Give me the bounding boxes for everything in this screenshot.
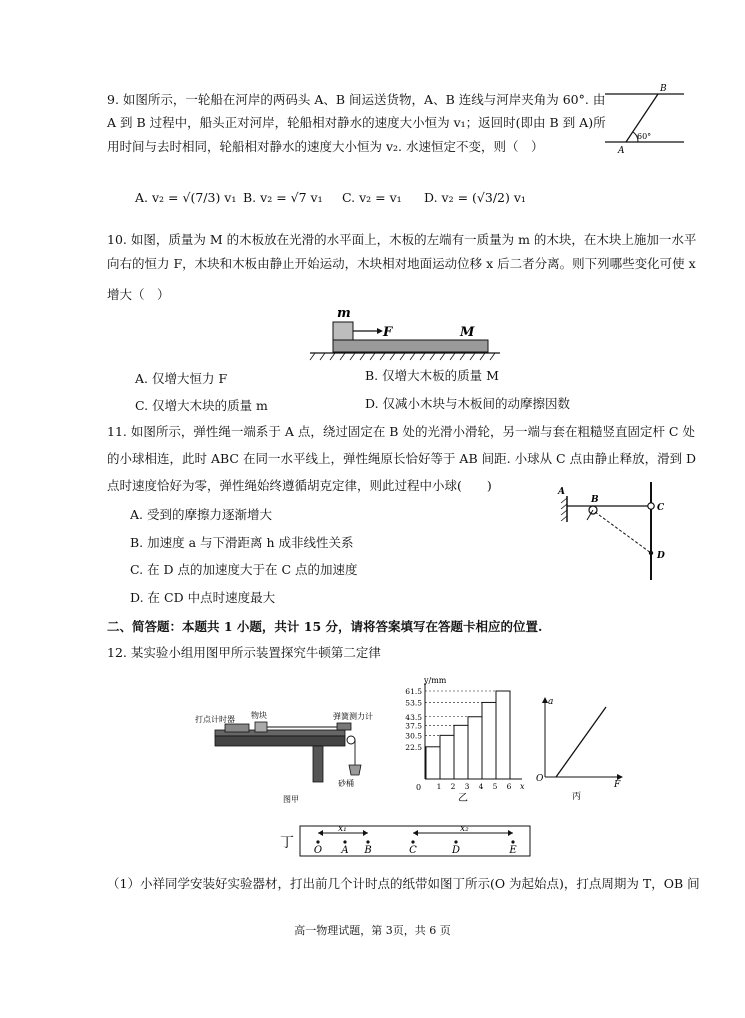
q10-label-M: M [460, 325, 475, 340]
xtick-1: 1 [436, 782, 442, 791]
q9-angle: 60° [637, 132, 652, 141]
xtick-3: 3 [464, 782, 470, 791]
q12-jia-caption: 图甲 [283, 795, 299, 804]
q10-option-b: B. 仅增大木板的质量 M [365, 368, 499, 383]
q11-option-a: A. 受到的摩擦力逐渐增大 [130, 507, 273, 522]
tape-dot-B [366, 840, 369, 843]
q12-ding-caption: 丁 [280, 835, 294, 851]
q11-line3: 点时速度恰好为零，弹性绳始终遵循胡克定律，则此过程中小球( ) [107, 478, 492, 493]
q12-line1: 12. 某实验小组用图甲所示装置探究牛顿第二定律 [107, 645, 381, 660]
q12-figure-ding [278, 820, 538, 862]
q10-label-F: F [383, 325, 393, 340]
q10-line2: 向右的恒力 F，木块和木板由静止开始运动，木块相对地面运动位移 x 后二者分离。则下列哪些变化可使 x [107, 256, 696, 271]
tape-label-B: B [364, 845, 372, 856]
q11-rod-figure [555, 480, 685, 585]
bar-4 [468, 717, 482, 779]
q12-figure-jia [195, 710, 395, 810]
bar-3 [454, 725, 468, 779]
q12-ding-x1: x₁ [338, 824, 347, 834]
page-footer: 高一物理试题，第 3页，共 6 页 [294, 924, 451, 937]
q10-block-m [333, 322, 353, 340]
q11-label-c: C [657, 503, 665, 513]
bar-6 [496, 691, 510, 779]
q9-option-b: B. v₂ = √7 v₁ [243, 190, 323, 205]
q11-line1: 11. 如图所示，弹性绳一端系于 A 点，绕过固定在 B 处的光滑小滑轮，另一端与套在粗糙竖直固定杆 C 处 [107, 424, 695, 439]
q12-bing-caption: 丙 [572, 792, 582, 802]
q12-jia-timer-label: 打点计时器 [195, 715, 235, 724]
q9-line1: 9. 如图所示，一轮船在河岸的两码头 A、B 间运送货物，A、B 连线与河岸夹角为 60°. 由 [107, 92, 606, 107]
q10-line1: 10. 如图，质量为 M 的木板放在光滑的水平面上，木板的左端有一质量为 m 的木块，在木块上施加一水平 [107, 232, 697, 247]
q11-option-c: C. 在 D 点的加速度大于在 C 点的加速度 [130, 562, 358, 577]
tape-label-E: E [509, 845, 517, 856]
tape-dot-C [411, 840, 414, 843]
bar-1 [426, 747, 440, 779]
q9-line3: 用时间与去时相同，轮船相对静水的速度大小恒为 v₂. 水速恒定不变，则（ ） [107, 139, 544, 154]
tape-label-D: D [451, 845, 461, 856]
q9-label-a: A [618, 146, 625, 156]
q12-jia-sand-label: 砂桶 [338, 779, 354, 788]
tape-dot-A [343, 840, 346, 843]
q10-board-M [333, 340, 488, 352]
tape-dot-O [316, 840, 319, 843]
ytick-2: 30.5 [405, 731, 422, 741]
xtick-5: 5 [492, 782, 498, 791]
q12-bing-F: F [614, 780, 621, 790]
q10-option-a: A. 仅增大恒力 F [135, 371, 228, 386]
ytick-3: 37.5 [405, 721, 422, 731]
q12-jia-block-label: 物块 [251, 711, 267, 720]
ytick-1: 22.5 [405, 742, 422, 752]
q12-jia-spring-label: 弹簧测力计 [333, 712, 373, 721]
q11-label-b: B [591, 495, 599, 505]
q9-label-b: B [660, 84, 667, 94]
tape-dot-E [511, 840, 514, 843]
xtick-6: 6 [506, 782, 512, 791]
q10-option-c: C. 仅增大木块的质量 m [135, 398, 268, 413]
tape-label-C: C [409, 845, 417, 856]
q12-yi-origin: 0 [416, 783, 422, 792]
xtick-2: 2 [450, 782, 456, 791]
tape-label-A: A [341, 845, 349, 856]
q12-yi-caption: 乙 [458, 793, 468, 804]
q9-option-d: D. v₂ = (√3/2) v₁ [424, 190, 526, 205]
q12-bing-a: a [548, 697, 554, 707]
ytick-4: 43.5 [405, 712, 422, 722]
q11-label-d: D [657, 551, 665, 561]
q12-line2: （1）小祥同学安装好实验器材，打出前几个计时点的纸带如图丁所示(O 为起始点)，打点周期为 T，OB 间 [107, 876, 700, 891]
tape-dot-D [454, 840, 457, 843]
q11-option-b: B. 加速度 a 与下滑距离 h 成非线性关系 [130, 535, 354, 550]
q12-figure-bing [530, 695, 630, 805]
q10-line3: 增大（ ） [107, 287, 170, 302]
q12-yi-xaxis-label: x [520, 782, 525, 791]
ytick-6: 61.5 [405, 687, 422, 696]
xtick-4: 4 [478, 782, 484, 791]
q9-option-c: C. v₂ = v₁ [342, 190, 402, 205]
q11-option-d: D. 在 CD 中点时速度最大 [130, 590, 276, 605]
bar-5 [482, 702, 496, 779]
q11-line2: 的小球相连，此时 ABC 在同一水平线上，弹性绳原长恰好等于 AB 间距. 小球从 C 点由静止释放，滑到 D [107, 451, 697, 466]
bar-2 [440, 735, 454, 779]
q12-yi-bars [425, 691, 510, 779]
ytick-5: 53.5 [405, 698, 422, 708]
q12-yi-yaxis-label: y/mm [424, 676, 447, 685]
q10-option-d: D. 仅减小木块与木板间的动摩擦因数 [365, 396, 571, 411]
q12-bing-O: O [536, 774, 544, 784]
q10-label-m: m [337, 306, 351, 321]
q12-ding-x2: x₂ [460, 824, 469, 834]
q11-label-a: A [558, 487, 565, 497]
q9-option-a: A. v₂ = √(7/3) v₁ [135, 190, 237, 205]
section-2-heading: 二、简答题：本题共 1 小题，共计 15 分，请将答案填写在答题卡相应的位置. [107, 619, 543, 634]
q12-figure-yi [380, 675, 530, 805]
q9-line2: A 到 B 过程中，船头正对河岸，轮船相对静水的速度大小恒为 v₁；返回时(即由 B 到 A)所 [107, 115, 606, 130]
tape-label-O: O [313, 845, 323, 856]
q10-board-figure [305, 305, 505, 365]
q9-river-figure [600, 80, 690, 160]
